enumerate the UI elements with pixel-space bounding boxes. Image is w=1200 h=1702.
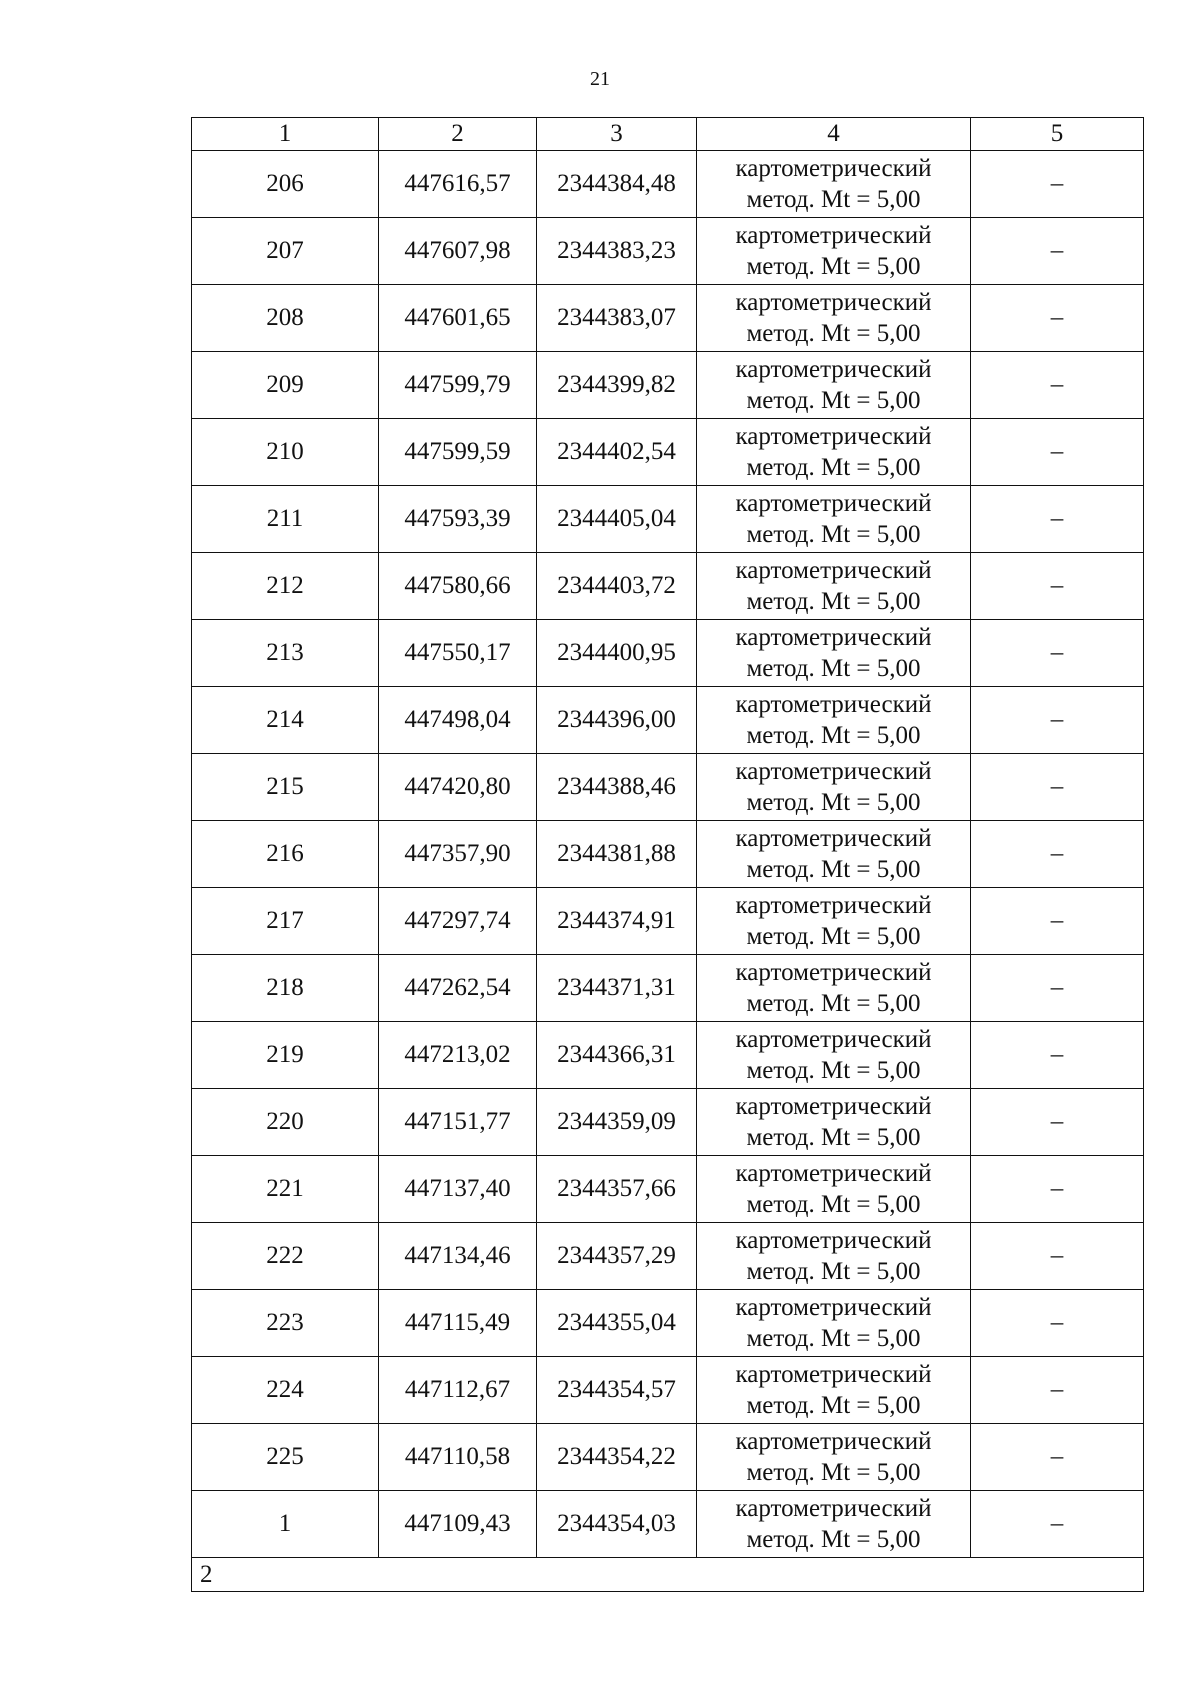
- method-cell: [697, 151, 971, 218]
- x-coordinate-cell: 447616,57: [379, 151, 537, 218]
- point-number-cell: 217: [192, 888, 379, 955]
- method-line-1: картометрический: [735, 1093, 932, 1120]
- method-cell: [697, 419, 971, 486]
- method-line-1: картометрический: [735, 1294, 932, 1321]
- table-row: [192, 419, 1144, 486]
- x-coordinate-cell: 447593,39: [379, 486, 537, 553]
- note-cell: –: [971, 1156, 1144, 1223]
- method-line-2: метод. Mt = 5,00: [746, 1526, 921, 1553]
- x-coordinate-cell: 447357,90: [379, 821, 537, 888]
- header-cell-3: 3: [537, 118, 697, 151]
- table-row: [192, 486, 1144, 553]
- method-line-2: метод. Mt = 5,00: [746, 1191, 921, 1218]
- coordinates-table: [191, 117, 1144, 1592]
- x-coordinate-cell: 447580,66: [379, 553, 537, 620]
- method-line-2: метод. Mt = 5,00: [746, 856, 921, 883]
- note-cell: –: [971, 352, 1144, 419]
- note-cell: –: [971, 888, 1144, 955]
- table-row: [192, 1022, 1144, 1089]
- note-cell: –: [971, 1223, 1144, 1290]
- method-cell: [697, 1290, 971, 1357]
- y-coordinate-cell: 2344355,04: [537, 1290, 697, 1357]
- point-number-cell: 224: [192, 1357, 379, 1424]
- method-cell: [697, 1491, 971, 1558]
- x-coordinate-cell: 447213,02: [379, 1022, 537, 1089]
- table-row: [192, 1491, 1144, 1558]
- table-row: [192, 1089, 1144, 1156]
- note-cell: –: [971, 486, 1144, 553]
- table-row: [192, 687, 1144, 754]
- method-line-2: метод. Mt = 5,00: [746, 990, 921, 1017]
- point-number-cell: 206: [192, 151, 379, 218]
- method-cell: [697, 821, 971, 888]
- note-cell: –: [971, 1290, 1144, 1357]
- method-cell: [697, 955, 971, 1022]
- method-line-1: картометрический: [735, 892, 932, 919]
- x-coordinate-cell: 447110,58: [379, 1424, 537, 1491]
- method-line-2: метод. Mt = 5,00: [746, 655, 921, 682]
- y-coordinate-cell: 2344402,54: [537, 419, 697, 486]
- method-line-2: метод. Mt = 5,00: [746, 320, 921, 347]
- y-coordinate-cell: 2344399,82: [537, 352, 697, 419]
- note-cell: –: [971, 285, 1144, 352]
- table-row: [192, 285, 1144, 352]
- table-row: [192, 1156, 1144, 1223]
- method-cell: [697, 687, 971, 754]
- note-cell: –: [971, 1357, 1144, 1424]
- method-line-2: метод. Mt = 5,00: [746, 722, 921, 749]
- method-line-2: метод. Mt = 5,00: [746, 387, 921, 414]
- table-row: [192, 821, 1144, 888]
- method-line-1: картометрический: [735, 356, 932, 383]
- method-line-2: метод. Mt = 5,00: [746, 454, 921, 481]
- method-line-2: метод. Mt = 5,00: [746, 521, 921, 548]
- method-cell: [697, 1424, 971, 1491]
- table-row: [192, 754, 1144, 821]
- method-line-1: картометрический: [735, 222, 932, 249]
- table-body: [192, 118, 1144, 1592]
- table-row: [192, 218, 1144, 285]
- x-coordinate-cell: 447115,49: [379, 1290, 537, 1357]
- method-cell: [697, 486, 971, 553]
- x-coordinate-cell: 447550,17: [379, 620, 537, 687]
- x-coordinate-cell: 447134,46: [379, 1223, 537, 1290]
- y-coordinate-cell: 2344354,57: [537, 1357, 697, 1424]
- method-cell: [697, 218, 971, 285]
- method-cell: [697, 1357, 971, 1424]
- table-row: [192, 620, 1144, 687]
- note-cell: –: [971, 1491, 1144, 1558]
- point-number-cell: 222: [192, 1223, 379, 1290]
- method-line-2: метод. Mt = 5,00: [746, 1124, 921, 1151]
- header-cell-2: 2: [379, 118, 537, 151]
- method-cell: [697, 352, 971, 419]
- y-coordinate-cell: 2344405,04: [537, 486, 697, 553]
- point-number-cell: 213: [192, 620, 379, 687]
- method-line-1: картометрический: [735, 624, 932, 651]
- note-cell: –: [971, 1424, 1144, 1491]
- point-number-cell: 212: [192, 553, 379, 620]
- note-cell: –: [971, 620, 1144, 687]
- y-coordinate-cell: 2344383,07: [537, 285, 697, 352]
- method-line-1: картометрический: [735, 423, 932, 450]
- y-coordinate-cell: 2344388,46: [537, 754, 697, 821]
- method-cell: [697, 1223, 971, 1290]
- method-line-1: картометрический: [735, 1495, 932, 1522]
- page-number: 21: [590, 68, 610, 90]
- table-row: [192, 352, 1144, 419]
- y-coordinate-cell: 2344403,72: [537, 553, 697, 620]
- method-cell: [697, 553, 971, 620]
- point-number-cell: 221: [192, 1156, 379, 1223]
- method-cell: [697, 888, 971, 955]
- note-cell: –: [971, 419, 1144, 486]
- method-line-2: метод. Mt = 5,00: [746, 186, 921, 213]
- method-line-2: метод. Mt = 5,00: [746, 1057, 921, 1084]
- table-row: [192, 1290, 1144, 1357]
- point-number-cell: 218: [192, 955, 379, 1022]
- method-line-1: картометрический: [735, 1160, 932, 1187]
- method-line-1: картометрический: [735, 758, 932, 785]
- x-coordinate-cell: 447297,74: [379, 888, 537, 955]
- table-row: [192, 955, 1144, 1022]
- point-number-cell: 225: [192, 1424, 379, 1491]
- method-cell: [697, 754, 971, 821]
- header-cell-5: 5: [971, 118, 1144, 151]
- method-line-1: картометрический: [735, 1361, 932, 1388]
- header-row: [192, 118, 1144, 151]
- x-coordinate-cell: 447112,67: [379, 1357, 537, 1424]
- table-row: [192, 1223, 1144, 1290]
- point-number-cell: 216: [192, 821, 379, 888]
- note-cell: –: [971, 687, 1144, 754]
- method-line-1: картометрический: [735, 490, 932, 517]
- point-number-cell: 207: [192, 218, 379, 285]
- y-coordinate-cell: 2344383,23: [537, 218, 697, 285]
- table-row: [192, 888, 1144, 955]
- x-coordinate-cell: 447498,04: [379, 687, 537, 754]
- x-coordinate-cell: 447601,65: [379, 285, 537, 352]
- point-number-cell: 215: [192, 754, 379, 821]
- y-coordinate-cell: 2344354,22: [537, 1424, 697, 1491]
- x-coordinate-cell: 447151,77: [379, 1089, 537, 1156]
- note-cell: –: [971, 553, 1144, 620]
- y-coordinate-cell: 2344354,03: [537, 1491, 697, 1558]
- method-line-1: картометрический: [735, 691, 932, 718]
- x-coordinate-cell: 447137,40: [379, 1156, 537, 1223]
- method-cell: [697, 1156, 971, 1223]
- x-coordinate-cell: 447599,59: [379, 419, 537, 486]
- x-coordinate-cell: 447599,79: [379, 352, 537, 419]
- y-coordinate-cell: 2344384,48: [537, 151, 697, 218]
- y-coordinate-cell: 2344366,31: [537, 1022, 697, 1089]
- point-number-cell: 209: [192, 352, 379, 419]
- x-coordinate-cell: 447607,98: [379, 218, 537, 285]
- method-line-2: метод. Mt = 5,00: [746, 789, 921, 816]
- table-row: [192, 1424, 1144, 1491]
- method-line-2: метод. Mt = 5,00: [746, 588, 921, 615]
- method-line-2: метод. Mt = 5,00: [746, 1258, 921, 1285]
- header-cell-4: 4: [697, 118, 971, 151]
- note-cell: –: [971, 1022, 1144, 1089]
- method-line-1: картометрический: [735, 1428, 932, 1455]
- note-cell: –: [971, 151, 1144, 218]
- note-cell: –: [971, 1089, 1144, 1156]
- method-line-2: метод. Mt = 5,00: [746, 1325, 921, 1352]
- point-number-cell: 210: [192, 419, 379, 486]
- point-number-cell: 219: [192, 1022, 379, 1089]
- method-line-1: картометрический: [735, 1227, 932, 1254]
- x-coordinate-cell: 447420,80: [379, 754, 537, 821]
- note-cell: –: [971, 218, 1144, 285]
- method-line-1: картометрический: [735, 289, 932, 316]
- table-row: [192, 1357, 1144, 1424]
- footer-row: [192, 1558, 1144, 1592]
- method-line-2: метод. Mt = 5,00: [746, 923, 921, 950]
- method-line-2: метод. Mt = 5,00: [746, 253, 921, 280]
- method-cell: [697, 1089, 971, 1156]
- y-coordinate-cell: 2344371,31: [537, 955, 697, 1022]
- point-number-cell: 214: [192, 687, 379, 754]
- y-coordinate-cell: 2344396,00: [537, 687, 697, 754]
- point-number-cell: 223: [192, 1290, 379, 1357]
- y-coordinate-cell: 2344357,66: [537, 1156, 697, 1223]
- y-coordinate-cell: 2344400,95: [537, 620, 697, 687]
- x-coordinate-cell: 447109,43: [379, 1491, 537, 1558]
- method-line-1: картометрический: [735, 155, 932, 182]
- method-line-1: картометрический: [735, 825, 932, 852]
- method-line-1: картометрический: [735, 959, 932, 986]
- point-number-cell: 208: [192, 285, 379, 352]
- method-line-2: метод. Mt = 5,00: [746, 1392, 921, 1419]
- note-cell: –: [971, 821, 1144, 888]
- point-number-cell: 211: [192, 486, 379, 553]
- footer-cell: 2: [192, 1558, 1144, 1592]
- header-cell-1: 1: [192, 118, 379, 151]
- table-row: [192, 151, 1144, 218]
- note-cell: –: [971, 754, 1144, 821]
- method-cell: [697, 285, 971, 352]
- method-cell: [697, 620, 971, 687]
- y-coordinate-cell: 2344357,29: [537, 1223, 697, 1290]
- y-coordinate-cell: 2344374,91: [537, 888, 697, 955]
- method-line-1: картометрический: [735, 1026, 932, 1053]
- table-row: [192, 553, 1144, 620]
- note-cell: –: [971, 955, 1144, 1022]
- point-number-cell: 1: [192, 1491, 379, 1558]
- method-line-1: картометрический: [735, 557, 932, 584]
- point-number-cell: 220: [192, 1089, 379, 1156]
- y-coordinate-cell: 2344359,09: [537, 1089, 697, 1156]
- y-coordinate-cell: 2344381,88: [537, 821, 697, 888]
- method-cell: [697, 1022, 971, 1089]
- x-coordinate-cell: 447262,54: [379, 955, 537, 1022]
- method-line-2: метод. Mt = 5,00: [746, 1459, 921, 1486]
